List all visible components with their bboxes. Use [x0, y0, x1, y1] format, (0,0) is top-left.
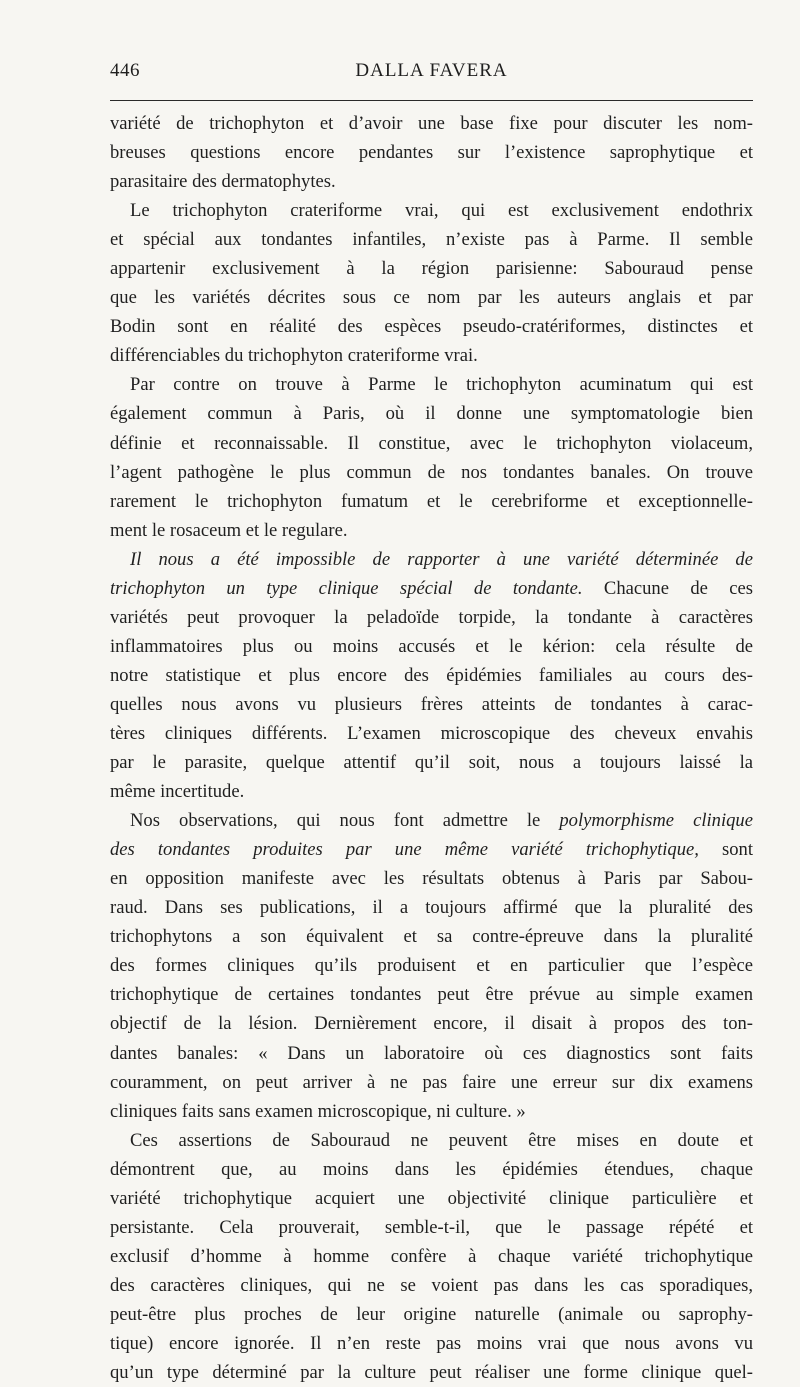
text-line — [110, 1068, 753, 1097]
text-segment: appartenir exclusivement à la région parisienne: Sabouraud pense — [110, 258, 753, 280]
text-line — [110, 1039, 753, 1068]
text-line — [110, 1358, 753, 1387]
text-line — [110, 254, 753, 283]
text-segment: exclusif d’homme à homme confère à chaque variété trichophytique — [110, 1245, 753, 1267]
text-line — [110, 138, 753, 167]
text-line — [110, 719, 753, 748]
italic-emphasis: des tondantes produites par une même variété trichophytique, — [110, 839, 699, 861]
text-line — [110, 661, 753, 690]
text-segment: inflammatoires plus ou moins accusés et le kérion: cela résulte de — [110, 635, 753, 657]
text-segment: qu’un type déterminé par la culture peut réaliser une forme clinique quel- — [110, 1362, 753, 1384]
text-line — [110, 1184, 753, 1213]
text-segment: variété trichophytique acquiert une objectivité clinique particulière et — [110, 1187, 753, 1209]
text-line — [110, 458, 753, 487]
text-segment: tique) encore ignorée. Il n’en reste pas moins vrai que nous avons vu — [110, 1332, 753, 1354]
italic-emphasis: polymorphisme clinique — [559, 810, 753, 832]
text-segment: breuses questions encore pendantes sur l’existence saprophytique et — [110, 142, 753, 164]
text-line — [110, 109, 753, 138]
text-segment: sont — [698, 839, 753, 861]
text-segment: en opposition manifeste avec les résultats obtenus à Paris par Sabou- — [110, 868, 753, 890]
text-segment: objectif de la lésion. Dernièrement encore, il disait à propos des ton- — [110, 1013, 753, 1035]
text-segment: notre statistique et plus encore des épidémies familiales au cours des- — [110, 664, 753, 686]
text-segment: démontrent que, au moins dans les épidémies étendues, chaque — [110, 1158, 753, 1180]
text-segment: Ces assertions de Sabouraud ne peuvent être mises en doute et — [130, 1129, 753, 1151]
text-line — [110, 1126, 753, 1155]
text-line — [110, 1271, 753, 1300]
text-line — [110, 835, 753, 864]
text-line — [110, 545, 753, 574]
text-line — [110, 632, 753, 661]
text-line — [110, 1213, 753, 1242]
text-line — [110, 1155, 753, 1184]
text-segment: Chacune de ces — [582, 577, 753, 599]
text-segment: également commun à Paris, où il donne une symptomatologie bien — [110, 403, 753, 425]
running-title: DALLA FAVERA — [355, 60, 508, 81]
italic-emphasis: Il nous a été impossible de rapporter à une variété déterminée de — [130, 548, 753, 570]
text-line — [110, 806, 753, 835]
text-segment: cliniques faits sans examen microscopique, ni culture. » — [110, 1100, 526, 1122]
text-line — [110, 487, 753, 516]
text-line — [110, 312, 753, 341]
text-segment: par le parasite, quelque attentif qu’il soit, nous a toujours laissé la — [110, 752, 753, 774]
text-segment: et spécial aux tondantes infantiles, n’existe pas à Parme. Il semble — [110, 229, 753, 251]
text-segment: même incertitude. — [110, 781, 245, 803]
text-segment: dantes banales: « Dans un laboratoire où ces diagnostics sont faits — [110, 1042, 753, 1064]
text-segment: trichophytons a son équivalent et sa contre-épreuve dans la pluralité — [110, 926, 753, 948]
text-line — [110, 399, 753, 428]
text-segment: définie et reconnaissable. Il constitue, avec le trichophyton violaceum, — [110, 432, 753, 454]
text-segment: variété de trichophyton et d’avoir une base fixe pour discuter les nom- — [110, 113, 753, 134]
text-segment: l’agent pathogène le plus commun de nos tondantes banales. On trouve — [110, 461, 753, 483]
text-segment: rarement le trichophyton fumatum et le cerebriforme et exceptionnelle- — [110, 490, 753, 512]
text-segment: des caractères cliniques, qui ne se voient pas dans les cas sporadiques, — [110, 1274, 753, 1296]
text-line — [110, 777, 753, 806]
text-line — [110, 980, 753, 1009]
text-line — [110, 864, 753, 893]
text-line — [110, 922, 753, 951]
text-line — [110, 429, 753, 458]
text-segment: Nos observations, qui nous font admettre le — [130, 810, 560, 832]
text-segment: quelles nous avons vu plusieurs frères atteints de tondantes à carac- — [110, 693, 753, 715]
text-line — [110, 516, 753, 545]
text-line — [110, 1009, 753, 1038]
text-line — [110, 370, 753, 399]
text-segment: Bodin sont en réalité des espèces pseudo-cratériformes, distinctes et — [110, 316, 753, 338]
text-line — [110, 893, 753, 922]
text-segment: persistante. Cela prouverait, semble-t-il, que le passage répété et — [110, 1216, 753, 1238]
text-segment: Le trichophyton crateriforme vrai, qui est exclusivement endothrix — [130, 200, 753, 222]
body-text — [110, 109, 753, 1387]
text-segment: peut-être plus proches de leur origine naturelle (animale ou saprophy- — [110, 1303, 753, 1325]
text-segment: variétés peut provoquer la peladoïde torpide, la tondante à caractères — [110, 606, 753, 628]
text-segment: trichophytique de certaines tondantes peut être prévue au simple examen — [110, 984, 753, 1006]
text-line — [110, 1097, 753, 1126]
text-segment: parasitaire des dermatophytes. — [110, 171, 336, 193]
text-segment: des formes cliniques qu’ils produisent et en particulier que l’espèce — [110, 955, 753, 977]
text-line — [110, 167, 753, 196]
text-line — [110, 1300, 753, 1329]
header-rule — [110, 100, 753, 101]
text-segment: ment le rosaceum et le regulare. — [110, 519, 348, 541]
text-line — [110, 225, 753, 254]
text-line — [110, 196, 753, 225]
text-segment: couramment, on peut arriver à ne pas faire une erreur sur dix examens — [110, 1071, 753, 1093]
text-segment: que les variétés décrites sous ce nom par les auteurs anglais et par — [110, 287, 753, 309]
text-line — [110, 283, 753, 312]
text-segment: différenciables du trichophyton crateriforme vrai. — [110, 345, 478, 367]
text-line — [110, 574, 753, 603]
text-segment: raud. Dans ses publications, il a toujours affirmé que la pluralité des — [110, 897, 753, 919]
text-segment: tères cliniques différents. L’examen microscopique des cheveux envahis — [110, 722, 753, 744]
text-line — [110, 951, 753, 980]
text-line — [110, 690, 753, 719]
text-line — [110, 603, 753, 632]
page-header — [110, 60, 753, 90]
text-line — [110, 748, 753, 777]
text-line — [110, 341, 753, 370]
italic-emphasis: trichophyton un type clinique spécial de tondante. — [110, 577, 583, 599]
text-segment: Par contre on trouve à Parme le trichophyton acuminatum qui est — [130, 374, 753, 396]
text-line — [110, 1242, 753, 1271]
page-number: 446 — [110, 60, 140, 81]
